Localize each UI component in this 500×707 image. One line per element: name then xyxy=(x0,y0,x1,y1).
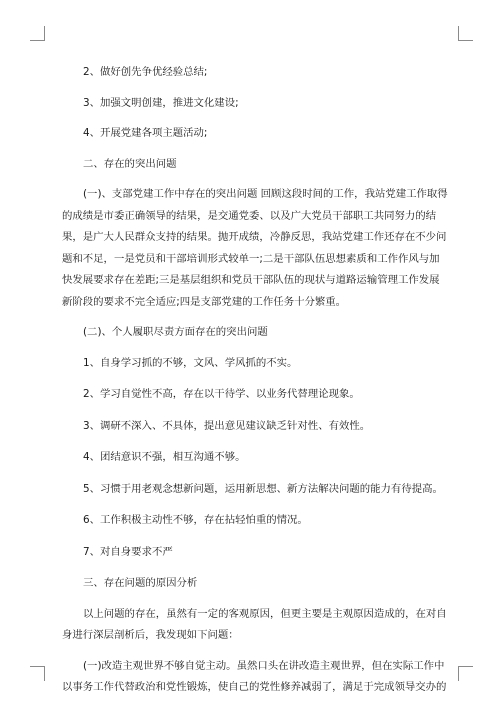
paragraph-subjective-world: (一)改造主观世界不够自觉主动。虽然口头在讲改造主观世界，但在实际工作中以事务工作代替政治和党性锻炼，使自己的党性修养减弱了，满足于完成领导交办的 xyxy=(62,659,447,693)
paragraph-party-building-issues: (一)、支部党建工作中存在的突出问题 回顾这段时间的工作，我站党建工作取得的成绩是市委正确领导的结果，是交通党委、以及广大党员干部职工共同努力的结果，是广大人民群众支持的结果。抛开成绩，冷静反思，我站党建工作还存在不少问题和不足，一是党员和干部培训形式较单一;二是干部队伍思想素质和工作作风与加快发展要求存在差距;三是基层组织和党员干部队伍的现状与道路运输管理工作发展新阶段的要求不完全适应;四是支部党建的工作任务十分繁重。 xyxy=(62,188,448,308)
issue-item-2: 2、学习自觉性不高，存在以干待学、以业务代替理论现象。 xyxy=(83,388,360,400)
issue-item-1: 1、自身学习抓的不够，文风、学风抓的不实。 xyxy=(83,356,298,369)
issue-item-4: 4、团结意识不强，相互沟通不够。 xyxy=(83,451,246,463)
document-body xyxy=(62,62,448,699)
paragraph-cause-analysis: 以上问题的存在，虽然有一定的客观原因，但更主要是主观原因造成的，在对自身进行深层剖析后，我发现如下问题： xyxy=(62,607,447,641)
issue-item-7: 7、对自身要求不严 xyxy=(83,545,173,558)
list-line-3: 3、加强文明创建，推进文化建设; xyxy=(83,96,239,109)
section-heading-2: 二、存在的突出问题 xyxy=(83,157,177,170)
issue-item-5: 5、习惯于用老观念想新问题，运用新思想、新方法解决问题的能力有待提高。 xyxy=(83,482,443,495)
list-line-2: 2、做好创先争优经验总结; xyxy=(83,66,208,78)
list-line-4: 4、开展党建各项主题活动; xyxy=(83,127,208,139)
issue-item-3: 3、调研不深入、不具体，提出意见建议缺乏针对性、有效性。 xyxy=(83,419,371,432)
crop-mark-top-right xyxy=(458,26,473,41)
issue-item-6: 6、工作积极主动性不够，存在拈轻怕重的情况。 xyxy=(83,514,308,526)
section-heading-3: 三、存在问题的原因分析 xyxy=(83,577,198,589)
crop-mark-bottom-left xyxy=(30,666,45,681)
subheading-personal-issues: (二)、个人履职尽责方面存在的突出问题 xyxy=(83,326,268,338)
crop-mark-top-left xyxy=(30,26,45,41)
crop-mark-bottom-right xyxy=(458,666,473,681)
